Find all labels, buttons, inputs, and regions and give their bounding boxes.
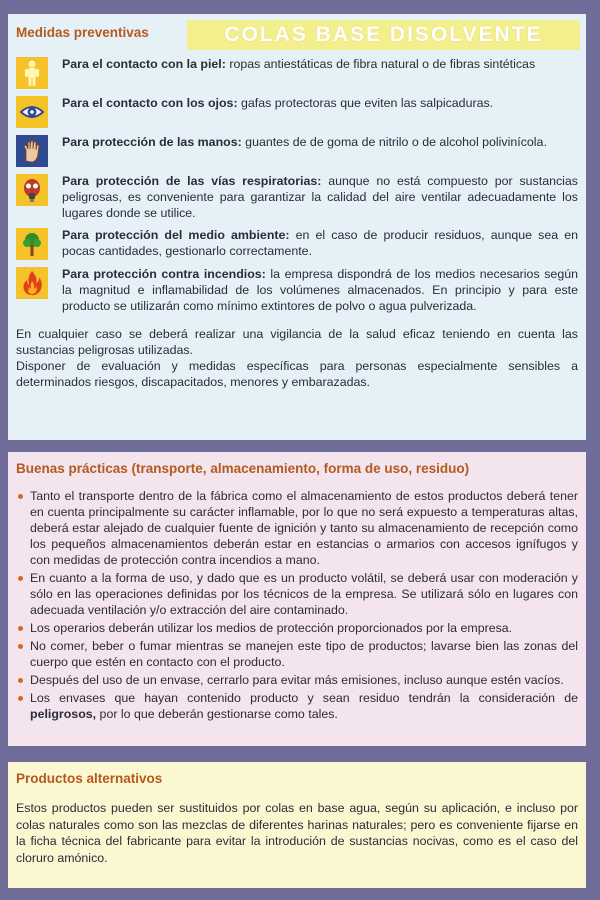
measure-label: Para protección de las manos: [62,135,242,149]
list-item: En cuanto a la forma de uso, y dado que es un producto volátil, se deberá usar con moderación y sólo en las operaciones definidas por los técnicos de la empresa. Se utilizará sólo en lugares con adecuada ventilación y/o extracción del aire contaminado. [16,570,578,618]
list-item: No comer, beber o fumar mientras se manejen este tipo de productos; lavarse bien las zonas del cuerpo que estén en contacto con el producto. [16,638,578,670]
measure-environment [16,227,578,260]
good-practices-list [16,488,578,722]
measure-label: Para el contacto con los ojos: [62,96,238,110]
main-title: COLAS BASE DISOLVENTE [187,20,580,50]
measure-respiratory [16,173,578,221]
emphasis: peligrosos, [30,707,97,721]
list-item: Tanto el transporte dentro de la fábrica como el almacenamiento de estos productos deberá tener en cuenta principalmente su carácter inflamable, por lo que no será expuesto a temperaturas altas, deberá estar alejado de cualquier fuente de ignición y tanto su almacenamiento de recepción como los pequeños almacenamientos deberán estar en estancias o armarios con accesos ignífugos y con medidas de protección contra incendios a mano. [16,488,578,568]
measure-description: guantes de de goma de nitrilo o de alcohol polivinícola. [241,135,547,149]
measure-fire [16,266,578,314]
preventive-measures-panel [8,14,586,440]
measures-list [16,56,578,314]
section-title-alternatives: Productos alternativos [16,771,163,786]
alternative-products-panel [8,762,586,888]
measure-skin [16,56,578,89]
measure-eyes [16,95,578,128]
person-suit-icon [16,57,48,89]
eye-icon [16,96,48,128]
measure-label: Para protección del medio ambiente: [62,228,290,242]
measure-label: Para protección de las vías respiratorias: [62,174,322,188]
measure-hands [16,134,578,167]
alternatives-text: Estos productos pueden ser sustituidos por colas en base agua, según su aplicación, e incluso por colas naturales como son las mezclas de diferentes harinas naturales; pero es conveniente fijarse en la ficha técnica del fabricante para evitar la introdución de sustancias nocivas, como es el caso del cloruro amónico. [16,801,578,865]
gas-mask-icon [16,174,48,206]
list-item: Los envases que hayan contenido producto y sean residuo tendrán la consideración de peligrosos, por lo que deberán gestionarse como tales. [16,690,578,722]
hand-icon [16,135,48,167]
paragraph: En cualquier caso se deberá realizar una vigilancia de la salud eficaz teniendo en cuenta las sustancias peligrosas utilizadas. [16,327,578,357]
measure-description: la empresa dispondrá de los medios necesarios según la magnitud e inflamabilidad de los volúmenes almacenados. En principio y para este producto se utilizarán como mínimo extintores de polvo o agua pulverizada. [62,267,578,313]
health-surveillance-text [16,326,578,390]
tree-icon [16,228,48,260]
measure-description: ropas antiestáticas de fibra natural o de fibras sintéticas [225,57,536,71]
good-practices-panel [8,452,586,746]
list-item: Después del uso de un envase, cerrarlo para evitar más emisiones, incluso aunque estén vacíos. [16,672,578,688]
fire-icon [16,267,48,299]
measure-label: Para el contacto con la piel: [62,57,226,71]
measure-description: gafas protectoras que eviten las salpicaduras. [237,96,494,110]
section-title-preventive: Medidas preventivas [16,25,149,40]
measure-description: en el caso de producir residuos, aunque sea en pocas cantidades, gestionarlo correctamente. [62,228,579,258]
list-item: Los operarios deberán utilizar los medios de protección proporcionados por la empresa. [16,620,578,636]
section-title-good-practices: Buenas prácticas (transporte, almacenamiento, forma de uso, residuo) [16,461,470,476]
measure-description: aunque no está compuesto por sustancias peligrosas, es conveniente para garantizar la calidad del aire ventilar adecuadamente los lugares donde se utilice. [62,174,579,220]
measure-label: Para protección contra incendios: [62,267,266,281]
paragraph: Disponer de evaluación y medidas específicas para personas especialmente sensibles a determinados riesgos, discapacitados, menores y embarazadas. [16,359,578,389]
